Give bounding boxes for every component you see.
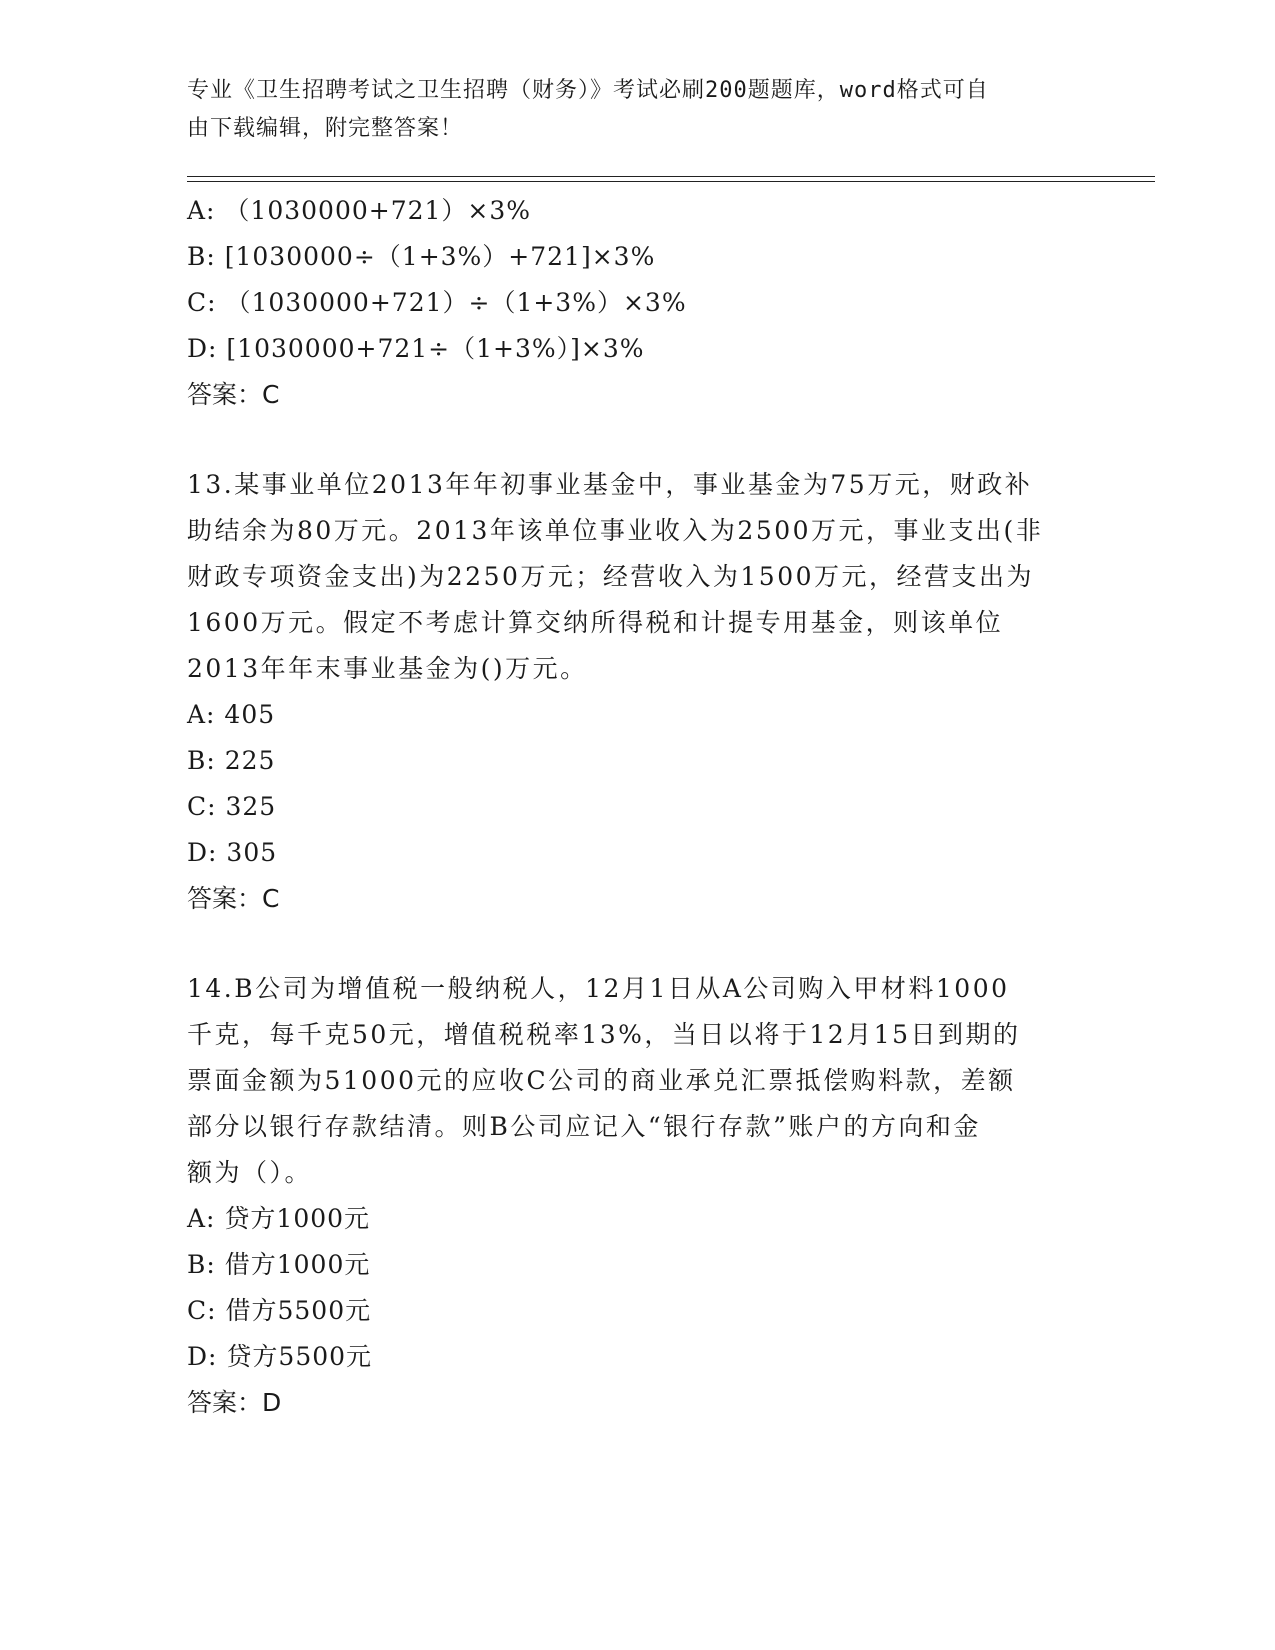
header-line-2: 由下载编辑，附完整答案！ bbox=[187, 116, 464, 141]
question-text-line: 2013年年末事业基金为()万元。 bbox=[187, 654, 588, 683]
option-c: C: （1030000+721）÷（1+3%）×3% bbox=[187, 288, 687, 317]
question-text-line: 13.某事业单位2013年年初事业基金中，事业基金为75万元，财政补 bbox=[187, 470, 1033, 499]
page-header bbox=[187, 72, 1087, 148]
document-body bbox=[187, 188, 1087, 1426]
option-d: D: 305 bbox=[187, 838, 278, 867]
option-b: B: 225 bbox=[187, 746, 276, 775]
option-a: A: 405 bbox=[187, 700, 276, 729]
question-text bbox=[187, 462, 1087, 692]
question-text-line: 1600万元。假定不考虑计算交纳所得税和计提专用基金，则该单位 bbox=[187, 608, 1004, 637]
question-12-block bbox=[187, 188, 1087, 418]
option-a: A: （1030000+721）×3% bbox=[187, 196, 532, 225]
question-text-line: 财政专项资金支出)为2250万元；经营收入为1500万元，经营支出为 bbox=[187, 562, 1035, 591]
option-c: C: 借方5500元 bbox=[187, 1296, 372, 1325]
question-text-line: 助结余为80万元。2013年该单位事业收入为2500万元，事业支出(非 bbox=[187, 516, 1044, 545]
question-14-block bbox=[187, 966, 1087, 1426]
option-d: D: 贷方5500元 bbox=[187, 1342, 373, 1371]
option-d: D: [1030000+721÷（1+3%）]×3% bbox=[187, 334, 645, 363]
option-b: B: [1030000÷（1+3%）+721]×3% bbox=[187, 242, 656, 271]
question-text bbox=[187, 966, 1087, 1196]
question-text-line: 千克，每千克50元，增值税税率13%，当日以将于12月15日到期的 bbox=[187, 1020, 1021, 1049]
question-text-line: 额为（）。 bbox=[187, 1158, 313, 1187]
option-b: B: 借方1000元 bbox=[187, 1250, 371, 1279]
option-a: A: 贷方1000元 bbox=[187, 1204, 371, 1233]
option-c: C: 325 bbox=[187, 792, 277, 821]
question-text-line: 部分以银行存款结清。则B公司应记入“银行存款”账户的方向和金 bbox=[187, 1112, 981, 1141]
header-line-1: 专业《卫生招聘考试之卫生招聘（财务）》考试必刷200题题库，word格式可自 bbox=[187, 78, 989, 103]
answer-label: 答案：C bbox=[187, 380, 280, 409]
answer-label: 答案：C bbox=[187, 884, 280, 913]
question-text-line: 票面金额为51000元的应收C公司的商业承兑汇票抵偿购料款，差额 bbox=[187, 1066, 1016, 1095]
question-13-block bbox=[187, 462, 1087, 922]
answer-label: 答案：D bbox=[187, 1388, 282, 1417]
question-text-line: 14.B公司为增值税一般纳税人，12月1日从A公司购入甲材料1000 bbox=[187, 974, 1010, 1003]
header-divider-bottom bbox=[187, 181, 1155, 182]
header-divider-top bbox=[187, 176, 1155, 177]
